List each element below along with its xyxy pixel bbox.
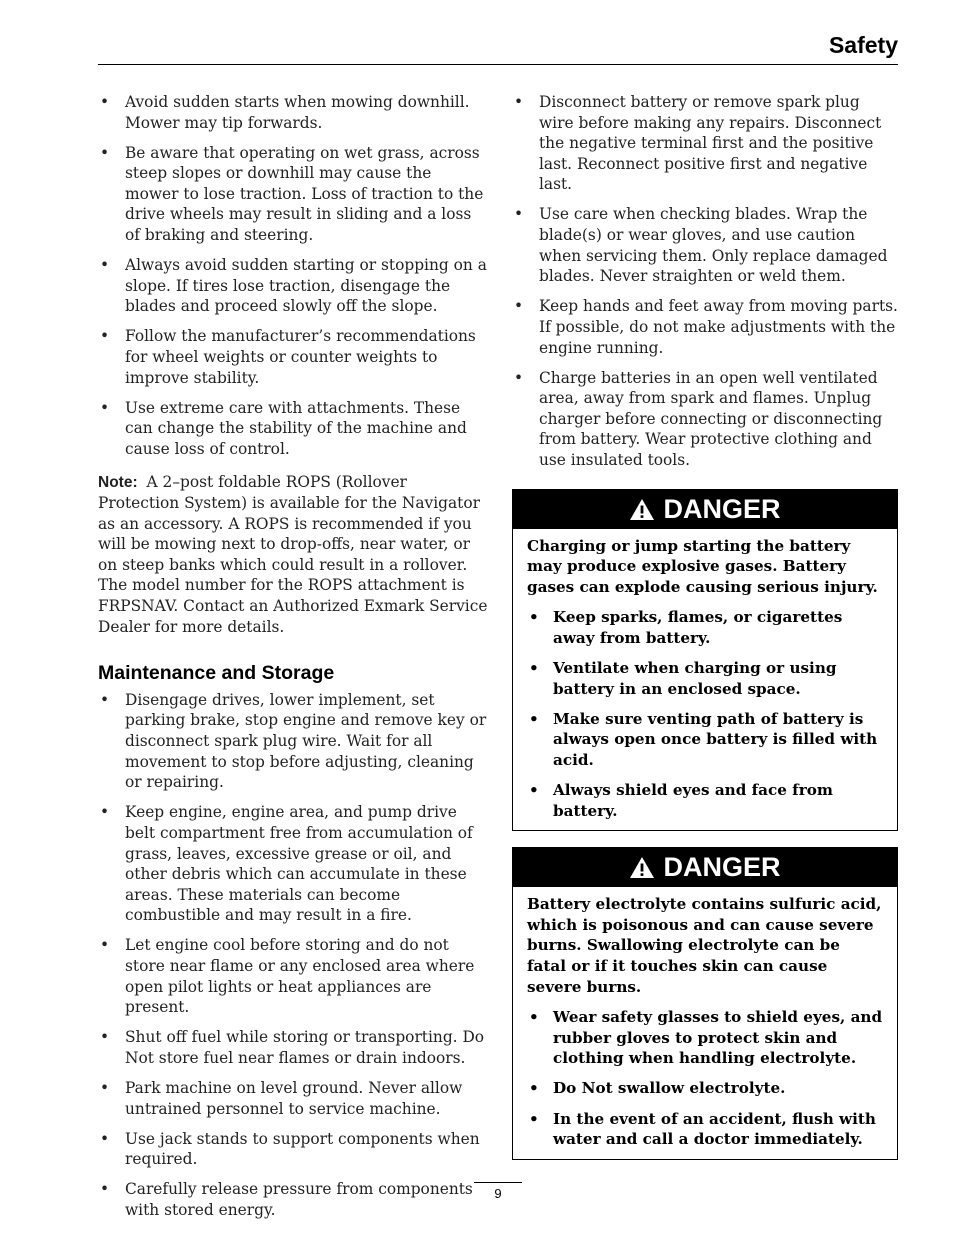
danger-title: DANGER [663, 493, 781, 524]
list-item: • Make sure venting path of battery is always open once battery is filled with acid. [527, 709, 883, 771]
danger-title: DANGER [663, 852, 781, 883]
list-item: • Carefully release pressure from components with stored energy. [98, 1179, 488, 1220]
list-item: • Use care when checking blades. Wrap the blade(s) or wear gloves, and use caution when servicing them. Only replace damaged blades. Never straighten or weld them. [512, 204, 898, 286]
list-item: • Avoid sudden starts when mowing downhill. Mower may tip forwards. [98, 92, 488, 133]
danger-intro: Battery electrolyte contains sulfuric acid, which is poisonous and can cause severe burns. Swallowing electrolyte can be fatal or if it touches skin can cause severe burns. [527, 895, 882, 996]
list-item: • Keep sparks, flames, or cigarettes away from battery. [527, 607, 883, 648]
danger-box-battery-gases [512, 489, 898, 832]
note-label: Note: [98, 473, 138, 491]
list-item: • Wear safety glasses to shield eyes, and rubber gloves to protect skin and clothing when handling electrolyte. [527, 1007, 883, 1069]
maintenance-heading: Maintenance and Storage [98, 662, 335, 685]
list-item: • Be aware that operating on wet grass, across steep slopes or downhill may cause the mower to lose traction. Loss of traction to the drive wheels may result in sliding and a loss of braking and steering. [98, 143, 488, 246]
danger-list [527, 1007, 883, 1150]
danger-intro: Charging or jump starting the battery may produce explosive gases. Battery gases can explode causing serious injury. [527, 536, 878, 596]
list-item: • Keep hands and feet away from moving parts. If possible, do not make adjustments with the engine running. [512, 296, 898, 358]
page-number: 9 [494, 1186, 502, 1201]
list-item: • Park machine on level ground. Never allow untrained personnel to service machine. [98, 1078, 488, 1119]
danger-header [513, 848, 897, 887]
danger-body [513, 887, 897, 1159]
footer-rule [474, 1182, 522, 1183]
list-item: • In the event of an accident, flush with water and call a doctor immediately. [527, 1109, 883, 1150]
bullet-list-repairs [512, 92, 898, 471]
left-column [98, 92, 488, 1230]
danger-header [513, 490, 897, 529]
list-item: • Do Not swallow electrolyte. [527, 1078, 883, 1099]
list-item: • Use jack stands to support components when required. [98, 1129, 488, 1170]
warning-triangle-icon [629, 856, 655, 879]
list-item: • Let engine cool before storing and do not store near flame or any enclosed area where open pilot lights or heat appliances are present. [98, 935, 488, 1017]
list-item: • Keep engine, engine area, and pump drive belt compartment free from accumulation of grass, leaves, excessive grease or oil, and other debris which can accumulate in these areas. These materials can become combustible and may result in a fire. [98, 802, 488, 926]
section-title: Safety [828, 32, 898, 58]
right-column [512, 92, 898, 1160]
note-text: A 2–post foldable ROPS (Rollover Protection System) is available for the Navigator as an accessory. A ROPS is recommended if you will be mowing next to drop-offs, near water, or on steep banks which could result in a rollover. The model number for the ROPS attachment is FRPSNAV. Contact an Authorized Exmark Service Dealer for more details. [98, 472, 488, 636]
rops-note [98, 472, 488, 638]
list-item: • Always avoid sudden starting or stopping on a slope. If tires lose traction, disengage the blades and proceed slowly off the slope. [98, 255, 488, 317]
danger-box-electrolyte [512, 847, 898, 1160]
list-item: • Charge batteries in an open well ventilated area, away from spark and flames. Unplug charger before connecting or disconnecting from battery. Wear protective clothing and use insulated tools. [512, 368, 898, 471]
danger-body [513, 529, 897, 831]
list-item: • Always shield eyes and face from battery. [527, 780, 883, 821]
list-item: • Disconnect battery or remove spark plug wire before making any repairs. Disconnect the negative terminal first and the positive last. Reconnect positive first and negative last. [512, 92, 898, 195]
warning-triangle-icon [629, 498, 655, 521]
danger-list [527, 607, 883, 821]
bullet-list-maintenance [98, 690, 488, 1221]
list-item: • Ventilate when charging or using battery in an enclosed space. [527, 658, 883, 699]
list-item: • Follow the manufacturer’s recommendations for wheel weights or counter weights to improve stability. [98, 326, 488, 388]
list-item: • Shut off fuel while storing or transporting. Do Not store fuel near flames or drain indoors. [98, 1027, 488, 1068]
list-item: • Disengage drives, lower implement, set parking brake, stop engine and remove key or disconnect spark plug wire. Wait for all movement to stop before adjusting, cleaning or repairing. [98, 690, 488, 793]
bullet-list-operation [98, 92, 488, 460]
list-item: • Use extreme care with attachments. These can change the stability of the machine and cause loss of control. [98, 398, 488, 460]
header-rule [98, 64, 898, 65]
